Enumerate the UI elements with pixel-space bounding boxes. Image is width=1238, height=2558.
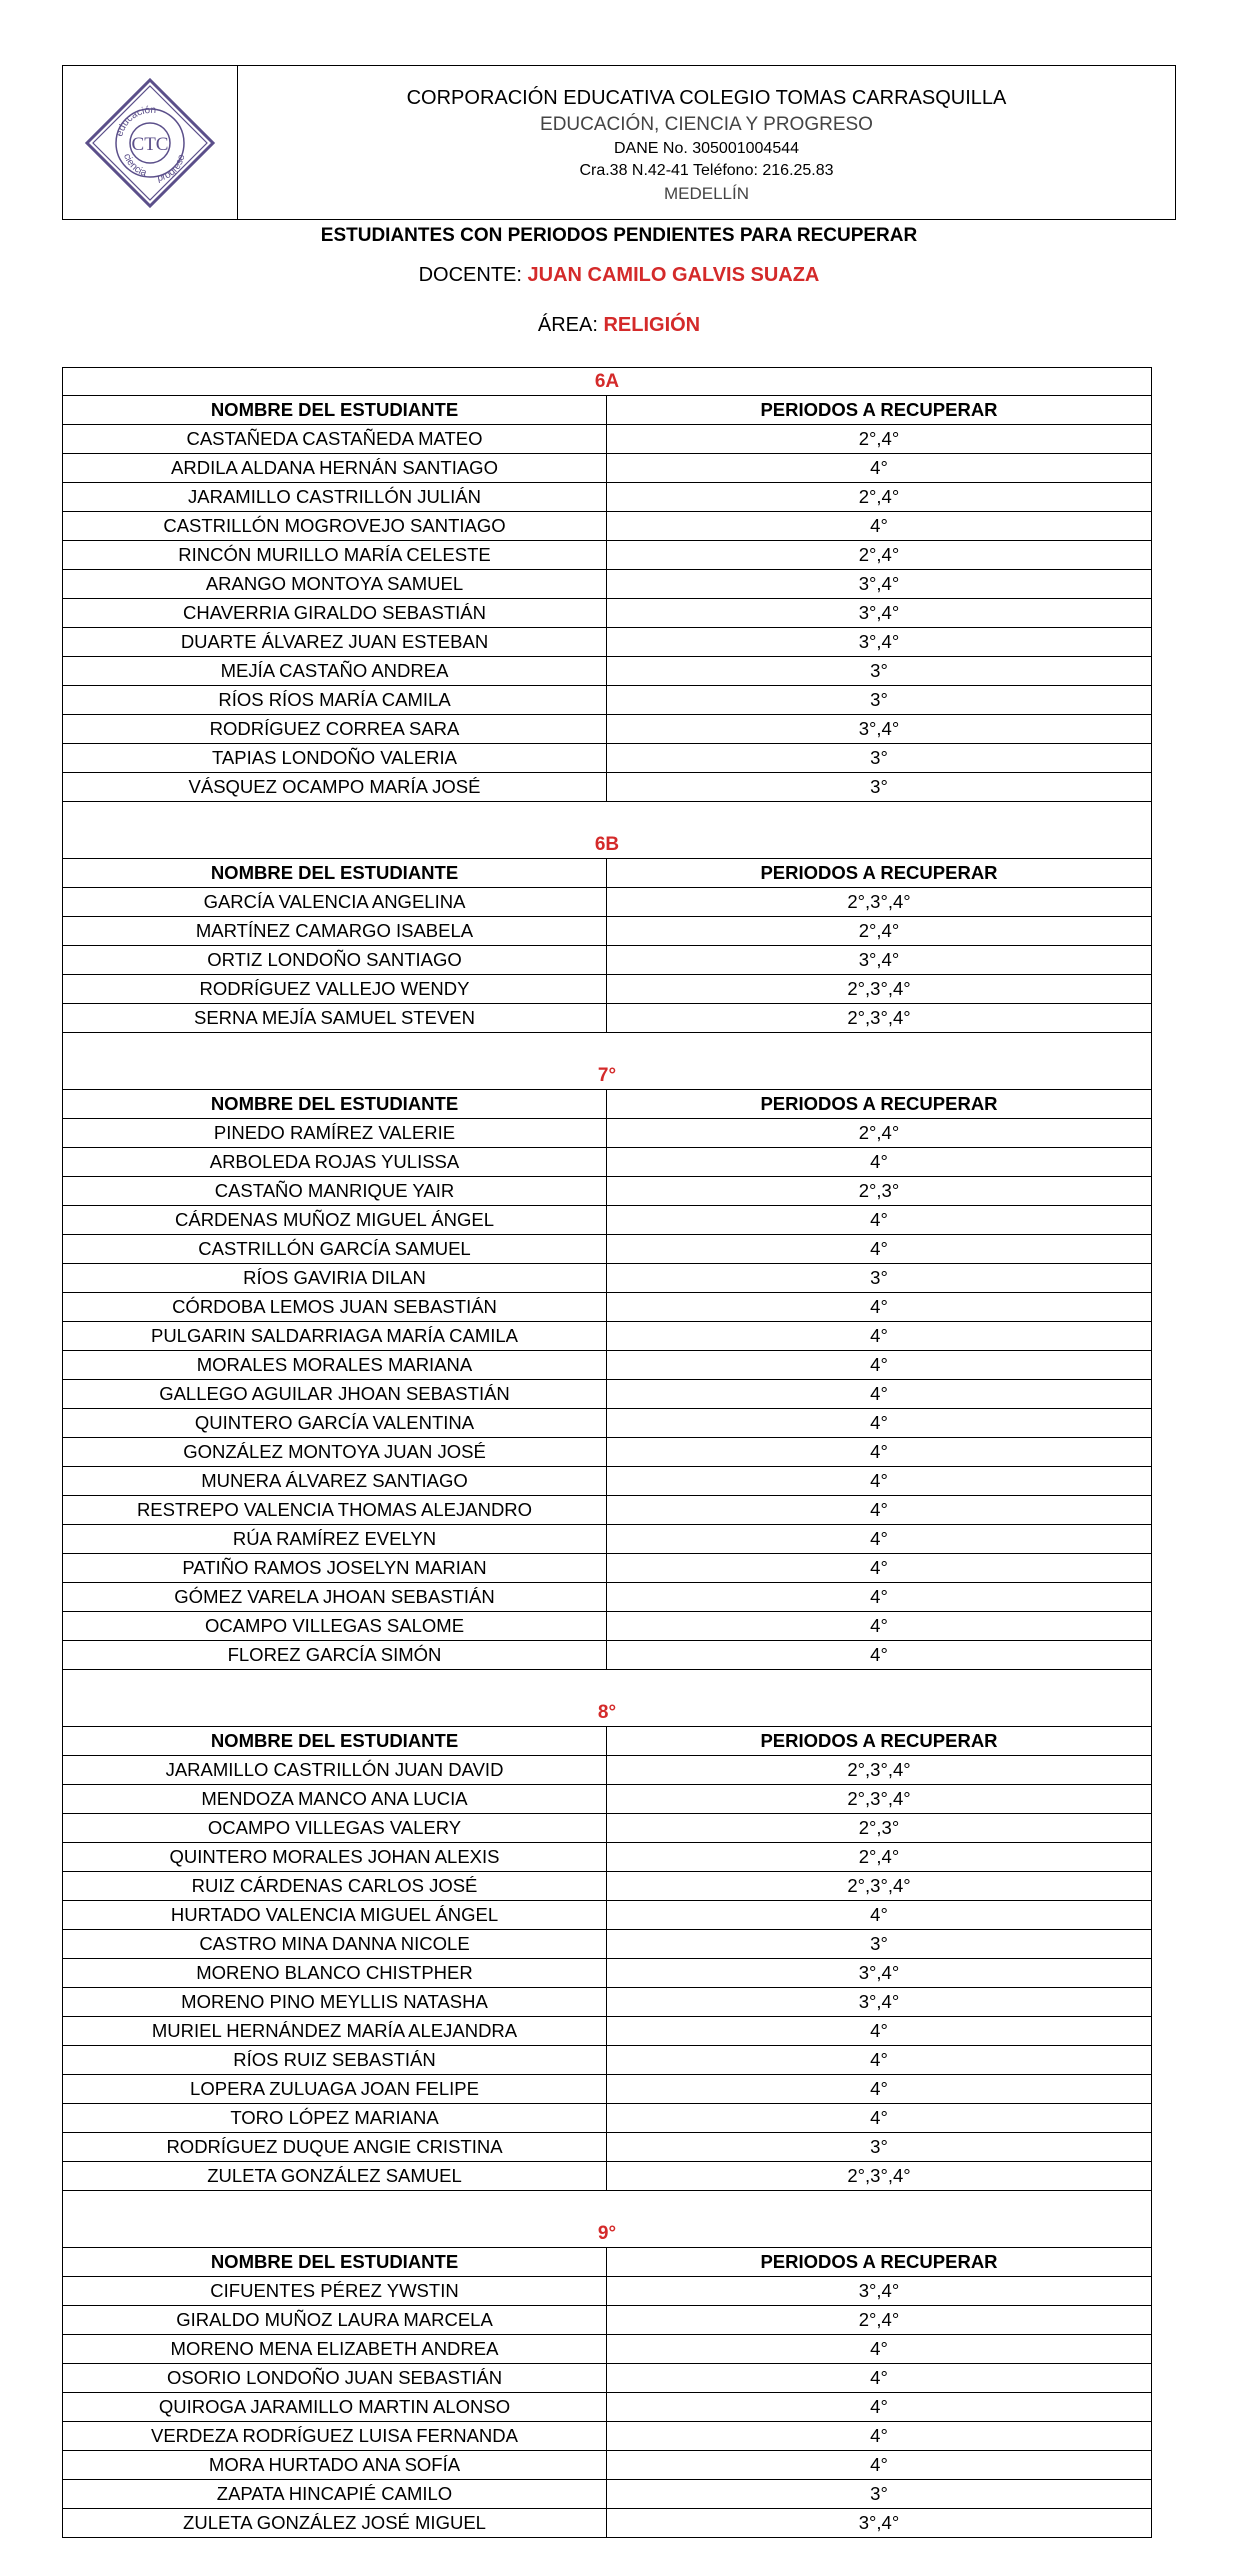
column-header-periods: PERIODOS A RECUPERAR: [760, 1093, 998, 1114]
student-name-cell: OSORIO LONDOÑO JUAN SEBASTIÁN: [63, 2364, 607, 2392]
periods-cell: 2°,3°,4°: [847, 2165, 911, 2186]
student-name-cell: PULGARIN SALDARRIAGA MARÍA CAMILA: [63, 1322, 607, 1350]
student-name-cell: FLOREZ GARCÍA SIMÓN: [63, 1641, 607, 1669]
column-header-name: NOMBRE DEL ESTUDIANTE: [63, 396, 607, 424]
periods-cell: 4°: [870, 1557, 888, 1578]
periods-cell: 3°,4°: [858, 1991, 900, 2012]
table-row: [63, 2509, 1151, 2538]
grade-heading: 6B: [63, 831, 1151, 859]
table-row: [63, 628, 1151, 657]
table-row: [63, 1959, 1151, 1988]
periods-cell: 4°: [870, 2425, 888, 2446]
student-name-cell: GALLEGO AGUILAR JHOAN SEBASTIÁN: [63, 1380, 607, 1408]
dane-number: DANE No. 305001004544: [613, 139, 800, 157]
table-row: [63, 2017, 1151, 2046]
table-row: [63, 657, 1151, 686]
periods-cell: 2°,3°,4°: [847, 1007, 911, 1028]
table-header-row: [63, 1727, 1151, 1756]
periods-cell: 2°,4°: [858, 428, 900, 449]
logo-text-top: educación: [114, 104, 157, 138]
table-row: [63, 1380, 1151, 1409]
student-name-cell: MORENO PINO MEYLLIS NATASHA: [63, 1988, 607, 2016]
student-name-cell: ARDILA ALDANA HERNÁN SANTIAGO: [63, 454, 607, 482]
student-name-cell: MEJÍA CASTAÑO ANDREA: [63, 657, 607, 685]
student-name-cell: MORALES MORALES MARIANA: [63, 1351, 607, 1379]
table-row: [63, 2075, 1151, 2104]
periods-cell: 4°: [870, 1615, 888, 1636]
student-name-cell: MORENO MENA ELIZABETH ANDREA: [63, 2335, 607, 2363]
student-name-cell: OCAMPO VILLEGAS SALOME: [63, 1612, 607, 1640]
table-row: [63, 512, 1151, 541]
student-name-cell: PINEDO RAMÍREZ VALERIE: [63, 1119, 607, 1147]
periods-cell: 2°,3°,4°: [847, 891, 911, 912]
periods-cell: 2°,4°: [858, 1122, 900, 1143]
table-row: [63, 1554, 1151, 1583]
periods-cell: 3°: [870, 1933, 888, 1954]
student-name-cell: JARAMILLO CASTRILLÓN JULIÁN: [63, 483, 607, 511]
periods-cell: 4°: [870, 2078, 888, 2099]
student-name-cell: RODRÍGUEZ CORREA SARA: [63, 715, 607, 743]
periods-cell: 2°,4°: [858, 1846, 900, 1867]
table-row: [63, 2306, 1151, 2335]
table-row: [63, 1901, 1151, 1930]
table-row: [63, 686, 1151, 715]
logo-text-left: ciencia: [121, 151, 148, 179]
table-row: [63, 1148, 1151, 1177]
grade-heading: 8°: [63, 1699, 1151, 1727]
student-name-cell: MORENO BLANCO CHISTPHER: [63, 1959, 607, 1987]
group-spacer: [63, 1670, 1151, 1699]
student-name-cell: CHAVERRIA GIRALDO SEBASTIÁN: [63, 599, 607, 627]
student-name-cell: CÁRDENAS MUÑOZ MIGUEL ÁNGEL: [63, 1206, 607, 1234]
letterhead-text: [238, 66, 1175, 219]
table-row: [63, 1872, 1151, 1901]
table-row: [63, 1814, 1151, 1843]
periods-cell: 4°: [870, 2338, 888, 2359]
periods-cell: 4°: [870, 1209, 888, 1230]
student-name-cell: VERDEZA RODRÍGUEZ LUISA FERNANDA: [63, 2422, 607, 2450]
table-row: [63, 2480, 1151, 2509]
student-name-cell: CIFUENTES PÉREZ YWSTIN: [63, 2277, 607, 2305]
table-row: [63, 2451, 1151, 2480]
school-city: MEDELLÍN: [663, 183, 750, 203]
student-name-cell: ZAPATA HINCAPIÉ CAMILO: [63, 2480, 607, 2508]
table-row: [63, 1206, 1151, 1235]
grade-heading: 6A: [63, 368, 1151, 396]
student-name-cell: RUIZ CÁRDENAS CARLOS JOSÉ: [63, 1872, 607, 1900]
student-name-cell: ZULETA GONZÁLEZ JOSÉ MIGUEL: [63, 2509, 607, 2537]
table-row: [63, 1438, 1151, 1467]
student-name-cell: MURIEL HERNÁNDEZ MARÍA ALEJANDRA: [63, 2017, 607, 2045]
student-name-cell: MENDOZA MANCO ANA LUCIA: [63, 1785, 607, 1813]
column-header-name: NOMBRE DEL ESTUDIANTE: [63, 859, 607, 887]
students-table: [62, 367, 1152, 2538]
student-name-cell: LOPERA ZULUAGA JOAN FELIPE: [63, 2075, 607, 2103]
student-name-cell: DUARTE ÁLVAREZ JUAN ESTEBAN: [63, 628, 607, 656]
table-row: [63, 1119, 1151, 1148]
student-name-cell: RINCÓN MURILLO MARÍA CELESTE: [63, 541, 607, 569]
table-row: [63, 715, 1151, 744]
student-name-cell: TAPIAS LONDOÑO VALERIA: [63, 744, 607, 772]
student-name-cell: CÓRDOBA LEMOS JUAN SEBASTIÁN: [63, 1293, 607, 1321]
table-row: [63, 744, 1151, 773]
group-spacer: [63, 2191, 1151, 2220]
area-line: [0, 310, 1238, 340]
periods-cell: 2°,3°: [858, 1180, 900, 1201]
student-name-cell: RÚA RAMÍREZ EVELYN: [63, 1525, 607, 1553]
periods-cell: 2°,4°: [858, 920, 900, 941]
table-row: [63, 1467, 1151, 1496]
document-title: ESTUDIANTES CON PERIODOS PENDIENTES PARA RECUPERAR: [320, 225, 918, 246]
table-row: [63, 1293, 1151, 1322]
periods-cell: 4°: [870, 2454, 888, 2475]
column-header-periods: PERIODOS A RECUPERAR: [760, 399, 998, 420]
grade-heading: 9°: [63, 2220, 1151, 2248]
student-name-cell: RESTREPO VALENCIA THOMAS ALEJANDRO: [63, 1496, 607, 1524]
periods-cell: 4°: [870, 1586, 888, 1607]
table-header-row: [63, 396, 1151, 425]
student-name-cell: CASTRILLÓN MOGROVEJO SANTIAGO: [63, 512, 607, 540]
periods-cell: 4°: [870, 2049, 888, 2070]
periods-cell: 2°,4°: [858, 486, 900, 507]
periods-cell: 2°,4°: [858, 544, 900, 565]
periods-cell: 3°,4°: [858, 1962, 900, 1983]
periods-cell: 4°: [870, 1441, 888, 1462]
table-row: [63, 1496, 1151, 1525]
grade-heading: 7°: [63, 1062, 1151, 1090]
table-row: [63, 1322, 1151, 1351]
periods-cell: 4°: [870, 1528, 888, 1549]
table-row: [63, 917, 1151, 946]
student-name-cell: TORO LÓPEZ MARIANA: [63, 2104, 607, 2132]
table-header-row: [63, 2248, 1151, 2277]
periods-cell: 3°,4°: [858, 602, 900, 623]
periods-cell: 4°: [870, 1644, 888, 1665]
student-name-cell: RODRÍGUEZ DUQUE ANGIE CRISTINA: [63, 2133, 607, 2161]
periods-cell: 3°: [870, 660, 888, 681]
column-header-name: NOMBRE DEL ESTUDIANTE: [63, 2248, 607, 2276]
table-row: [63, 2422, 1151, 2451]
periods-cell: 2°,3°,4°: [847, 1875, 911, 1896]
periods-cell: 4°: [870, 1904, 888, 1925]
periods-cell: 3°,4°: [858, 949, 900, 970]
docente-name: JUAN CAMILO GALVIS SUAZA: [527, 264, 820, 286]
periods-cell: 4°: [870, 1354, 888, 1375]
periods-cell: 4°: [870, 2396, 888, 2417]
table-row: [63, 425, 1151, 454]
table-row: [63, 2277, 1151, 2306]
student-name-cell: GIRALDO MUÑOZ LAURA MARCELA: [63, 2306, 607, 2334]
student-name-cell: GONZÁLEZ MONTOYA JUAN JOSÉ: [63, 1438, 607, 1466]
school-motto: EDUCACIÓN, CIENCIA Y PROGRESO: [540, 113, 873, 135]
table-row: [63, 2133, 1151, 2162]
table-row: [63, 1235, 1151, 1264]
table-row: [63, 541, 1151, 570]
student-name-cell: QUINTERO MORALES JOHAN ALEXIS: [63, 1843, 607, 1871]
student-name-cell: JARAMILLO CASTRILLÓN JUAN DAVID: [63, 1756, 607, 1784]
table-row: [63, 1756, 1151, 1785]
student-name-cell: HURTADO VALENCIA MIGUEL ÁNGEL: [63, 1901, 607, 1929]
periods-cell: 4°: [870, 1238, 888, 1259]
table-row: [63, 483, 1151, 512]
table-row: [63, 1930, 1151, 1959]
periods-cell: 3°: [870, 689, 888, 710]
table-row: [63, 773, 1151, 802]
school-address: Cra.38 N.42-41 Teléfono: 216.25.83: [579, 161, 834, 179]
table-header-row: [63, 859, 1151, 888]
periods-cell: 3°: [870, 2136, 888, 2157]
table-row: [63, 1583, 1151, 1612]
student-name-cell: ARANGO MONTOYA SAMUEL: [63, 570, 607, 598]
school-name: CORPORACIÓN EDUCATIVA COLEGIO TOMAS CARRASQUILLA: [406, 86, 1007, 109]
student-name-cell: RÍOS RUIZ SEBASTIÁN: [63, 2046, 607, 2074]
periods-cell: 2°,3°,4°: [847, 978, 911, 999]
periods-cell: 3°,4°: [858, 2512, 900, 2533]
school-logo: [63, 66, 238, 219]
group-spacer: [63, 1033, 1151, 1062]
table-row: [63, 1988, 1151, 2017]
logo-emblem-icon: [84, 77, 216, 209]
table-row: [63, 1641, 1151, 1670]
student-name-cell: CASTAÑEDA CASTAÑEDA MATEO: [63, 425, 607, 453]
table-header-row: [63, 1090, 1151, 1119]
periods-cell: 2°,4°: [858, 2309, 900, 2330]
student-name-cell: CASTAÑO MANRIQUE YAIR: [63, 1177, 607, 1205]
periods-cell: 3°: [870, 1267, 888, 1288]
periods-cell: 4°: [870, 2367, 888, 2388]
docente-line: [0, 260, 1238, 290]
periods-cell: 3°: [870, 2483, 888, 2504]
table-row: [63, 1785, 1151, 1814]
table-row: [63, 946, 1151, 975]
table-row: [63, 1351, 1151, 1380]
student-name-cell: CASTRILLÓN GARCÍA SAMUEL: [63, 1235, 607, 1263]
docente-label: DOCENTE:: [418, 264, 528, 286]
column-header-name: NOMBRE DEL ESTUDIANTE: [63, 1090, 607, 1118]
student-name-cell: RÍOS RÍOS MARÍA CAMILA: [63, 686, 607, 714]
table-row: [63, 2104, 1151, 2133]
periods-cell: 4°: [870, 457, 888, 478]
student-name-cell: MARTÍNEZ CAMARGO ISABELA: [63, 917, 607, 945]
table-row: [63, 1004, 1151, 1033]
table-row: [63, 975, 1151, 1004]
column-header-periods: PERIODOS A RECUPERAR: [760, 2251, 998, 2272]
table-row: [63, 599, 1151, 628]
periods-cell: 3°,4°: [858, 573, 900, 594]
student-name-cell: RODRÍGUEZ VALLEJO WENDY: [63, 975, 607, 1003]
column-header-periods: PERIODOS A RECUPERAR: [760, 862, 998, 883]
table-row: [63, 1612, 1151, 1641]
table-row: [63, 1177, 1151, 1206]
periods-cell: 3°,4°: [858, 718, 900, 739]
table-row: [63, 888, 1151, 917]
periods-cell: 4°: [870, 1296, 888, 1317]
student-name-cell: OCAMPO VILLEGAS VALERY: [63, 1814, 607, 1842]
logo-text-center: CTC: [131, 133, 169, 155]
student-name-cell: GARCÍA VALENCIA ANGELINA: [63, 888, 607, 916]
student-name-cell: ARBOLEDA ROJAS YULISSA: [63, 1148, 607, 1176]
letterhead: [62, 65, 1176, 220]
periods-cell: 3°: [870, 747, 888, 768]
periods-cell: 4°: [870, 1325, 888, 1346]
periods-cell: 4°: [870, 1499, 888, 1520]
student-name-cell: MUNERA ÁLVAREZ SANTIAGO: [63, 1467, 607, 1495]
student-name-cell: QUINTERO GARCÍA VALENTINA: [63, 1409, 607, 1437]
table-row: [63, 2364, 1151, 2393]
logo-text-right: progreso: [156, 153, 188, 184]
student-name-cell: RÍOS GAVIRIA DILAN: [63, 1264, 607, 1292]
table-row: [63, 1409, 1151, 1438]
periods-cell: 2°,3°,4°: [847, 1788, 911, 1809]
group-spacer: [63, 802, 1151, 831]
periods-cell: 4°: [870, 515, 888, 536]
periods-cell: 4°: [870, 2107, 888, 2128]
student-name-cell: ORTIZ LONDOÑO SANTIAGO: [63, 946, 607, 974]
student-name-cell: SERNA MEJÍA SAMUEL STEVEN: [63, 1004, 607, 1032]
periods-cell: 4°: [870, 1412, 888, 1433]
area-label: ÁREA:: [537, 314, 604, 336]
periods-cell: 3°: [870, 776, 888, 797]
periods-cell: 3°,4°: [858, 2280, 900, 2301]
student-name-cell: QUIROGA JARAMILLO MARTIN ALONSO: [63, 2393, 607, 2421]
table-row: [63, 2046, 1151, 2075]
periods-cell: 4°: [870, 1470, 888, 1491]
periods-cell: 4°: [870, 2020, 888, 2041]
periods-cell: 2°,3°,4°: [847, 1759, 911, 1780]
student-name-cell: ZULETA GONZÁLEZ SAMUEL: [63, 2162, 607, 2190]
table-row: [63, 1525, 1151, 1554]
periods-cell: 2°,3°: [858, 1817, 900, 1838]
area-name: RELIGIÓN: [603, 314, 701, 336]
student-name-cell: GÓMEZ VARELA JHOAN SEBASTIÁN: [63, 1583, 607, 1611]
periods-cell: 4°: [870, 1151, 888, 1172]
table-row: [63, 1264, 1151, 1293]
column-header-name: NOMBRE DEL ESTUDIANTE: [63, 1727, 607, 1755]
student-name-cell: MORA HURTADO ANA SOFÍA: [63, 2451, 607, 2479]
periods-cell: 4°: [870, 1383, 888, 1404]
student-name-cell: PATIÑO RAMOS JOSELYN MARIAN: [63, 1554, 607, 1582]
table-row: [63, 2162, 1151, 2191]
table-row: [63, 2393, 1151, 2422]
student-name-cell: CASTRO MINA DANNA NICOLE: [63, 1930, 607, 1958]
table-row: [63, 570, 1151, 599]
table-row: [63, 2335, 1151, 2364]
svg-text:progreso: [156, 153, 187, 184]
column-header-periods: PERIODOS A RECUPERAR: [760, 1730, 998, 1751]
periods-cell: 3°,4°: [858, 631, 900, 652]
table-row: [63, 454, 1151, 483]
table-row: [63, 1843, 1151, 1872]
student-name-cell: VÁSQUEZ OCAMPO MARÍA JOSÉ: [63, 773, 607, 801]
